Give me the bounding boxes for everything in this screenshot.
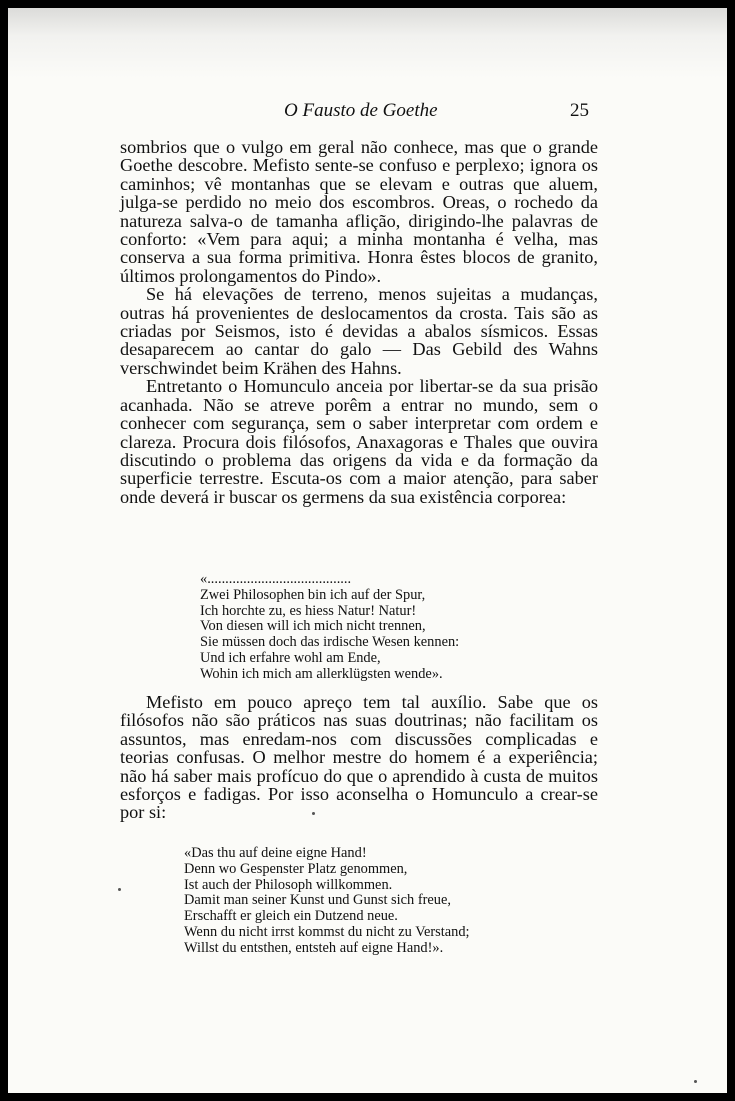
paragraph: Mefisto em pouco apreço tem tal auxílio. Sabe que os filósofos não são práticos nas suas doutrinas; não facilitam os assuntos, mas enredam-nos com discussões complicadas e teorias confusas. O melhor mestre do homem é a experiência; não há saber mais profícuo do que o aprendido à custa de muitos esforços e fadigas. Por isso aconselha o Homunculo a crear-se por si: xyxy=(120,692,598,823)
page-header xyxy=(8,92,727,122)
verse-line: Und ich erfahre wohl am Ende, xyxy=(200,649,381,666)
scan-speck xyxy=(694,1080,697,1083)
book-page xyxy=(8,8,727,1093)
verse-line: Von diesen will ich mich nicht trennen, xyxy=(200,618,426,635)
running-title: O Fausto de Goethe xyxy=(284,100,438,121)
verse-line: «Das thu auf deine eigne Hand! xyxy=(184,845,367,861)
verse-line: «........................................ xyxy=(200,571,352,587)
verse-line: Damit man seiner Kunst und Gunst sich freue, xyxy=(184,892,451,909)
verse-quote-2 xyxy=(184,846,470,957)
verse-line: Zwei Philosophen bin ich auf der Spur, xyxy=(200,586,426,603)
verse-line: Ich horchte zu, es hiess Natur! Natur! xyxy=(200,602,417,619)
scan-shadow xyxy=(8,8,727,78)
verse-line: Wenn du nicht irrst kommst du nicht zu Verstand; xyxy=(184,923,470,940)
verse-line: Erschafft er gleich ein Dutzend neue. xyxy=(184,908,398,925)
page-number: 25 xyxy=(570,100,589,121)
paragraph: sombrios que o vulgo em geral não conhece, mas que o grande Goethe descobre. Mefisto sente-se confuso e perplexo; ignora os caminhos; vê montanhas que se elevam e outras que aluem, julga-se perdido no meio dos escombros. Oreas, o rochedo da natureza salva-o de tamanha aflição, dirigindo-lhe palavras de conforto: «Vem para aqui; a minha montanha é velha, mas conserva a sua forma primitiva. Honra êstes blocos de granito, últimos prolongamentos do Pindo». xyxy=(120,137,598,286)
scan-speck xyxy=(312,812,315,815)
verse-line: Sie müssen doch das irdische Wesen kennen: xyxy=(200,634,460,651)
verse-line: Denn wo Gespenster Platz genommen, xyxy=(184,860,408,877)
scan-speck xyxy=(118,888,121,891)
verse-quote-1 xyxy=(200,572,459,683)
paragraph: Entretanto o Homunculo anceia por libertar-se da sua prisão acanhada. Não se atreve porêm a entrar no mundo, sem o conhecer com segurança, sem o saber interpretar com ordem e clareza. Procura dois filósofos, Anaxagoras e Thales que ouvira discutindo o problema das origens da vida e da formação da superficie terrestre. Escuta-os com a maior atenção, para saber onde deverá ir buscar os germens da sua existência corporea: xyxy=(120,376,598,507)
paragraph: Se há elevações de terreno, menos sujeitas a mudanças, outras há provenientes de deslocamentos da crosta. Tais são as criadas por Seismos, isto é devidas a abalos sísmicos. Essas desaparecem ao cantar do galo — Das Gebild des Wahns verschwindet beim Krähen des Hahns. xyxy=(120,284,598,378)
body-text-1 xyxy=(120,138,598,506)
verse-line: Wohin ich mich am allerklügsten wende». xyxy=(200,665,443,682)
verse-line: Willst du entsthen, entsteh auf eigne Hand!». xyxy=(184,939,444,956)
verse-line: Ist auch der Philosoph willkommen. xyxy=(184,876,393,893)
body-text-2 xyxy=(120,693,598,822)
